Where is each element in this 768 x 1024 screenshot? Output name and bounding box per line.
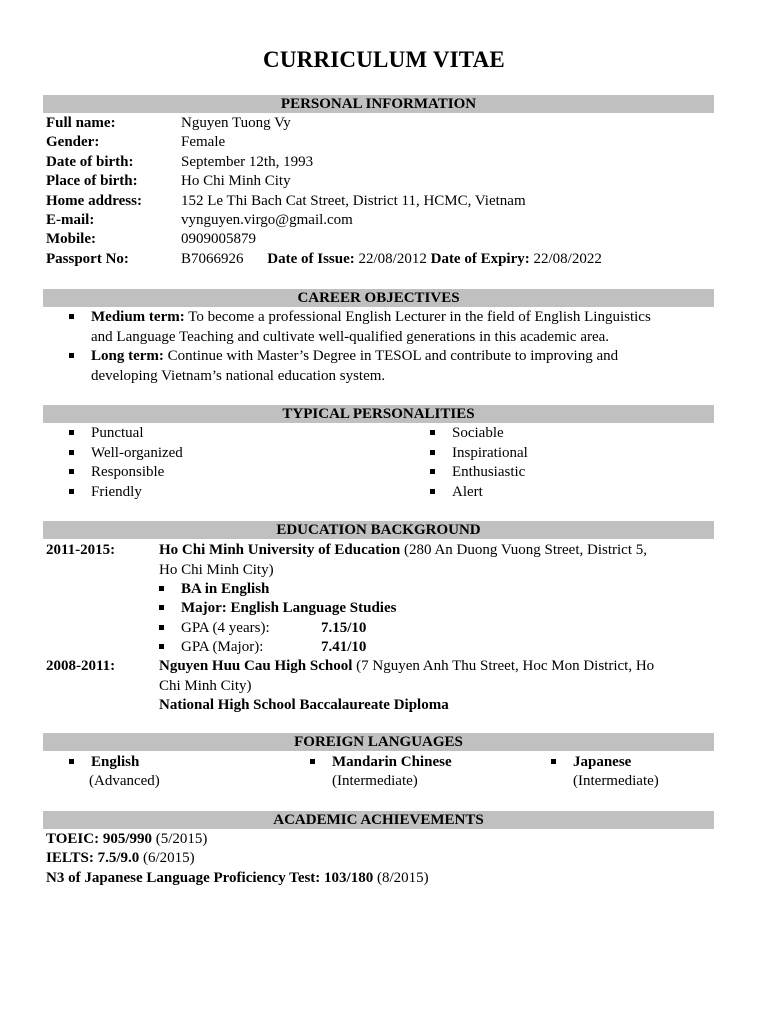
issue-label: Date of Issue: bbox=[267, 251, 355, 267]
edu-gpa2-value: 7.41/10 bbox=[321, 639, 367, 655]
jlpt-score: N3 of Japanese Language Proficiency Test: 103/180 bbox=[46, 870, 374, 886]
bullet-icon bbox=[69, 430, 74, 435]
edu-gpa2-label: GPA (Major): bbox=[181, 639, 264, 655]
bullet-icon bbox=[69, 469, 74, 474]
achievement-ielts bbox=[46, 849, 195, 868]
career-medium-label: Medium term: bbox=[91, 309, 185, 325]
value-pob: Ho Chi Minh City bbox=[181, 173, 291, 189]
language-name: English bbox=[91, 754, 140, 770]
bullet-icon bbox=[159, 586, 164, 591]
label-dob: Date of birth: bbox=[46, 154, 134, 170]
bullet-icon bbox=[69, 353, 74, 358]
personality-item: Punctual bbox=[91, 425, 144, 441]
value-address: 152 Le Thi Bach Cat Street, District 11, HCMC, Vietnam bbox=[181, 193, 526, 209]
issue-value: 22/08/2012 bbox=[358, 251, 427, 267]
personality-item: Alert bbox=[452, 484, 483, 500]
section-header-languages: FOREIGN LANGUAGES bbox=[43, 733, 714, 751]
bullet-icon bbox=[430, 430, 435, 435]
expiry-label: Date of Expiry: bbox=[430, 251, 530, 267]
bullet-icon bbox=[69, 314, 74, 319]
section-header-career: CAREER OBJECTIVES bbox=[43, 289, 714, 307]
achievement-toeic bbox=[46, 830, 207, 849]
bullet-icon bbox=[159, 644, 164, 649]
achievement-jlpt bbox=[46, 869, 429, 888]
bullet-icon bbox=[69, 759, 74, 764]
edu-uni-addr1: (280 An Duong Vuong Street, District 5, bbox=[400, 542, 648, 558]
edu-major: Major: English Language Studies bbox=[181, 600, 397, 616]
value-mobile: 0909005879 bbox=[181, 231, 256, 247]
section-header-achievements: ACADEMIC ACHIEVEMENTS bbox=[43, 811, 714, 829]
cv-title: CURRICULUM VITAE bbox=[263, 47, 505, 72]
label-full-name: Full name: bbox=[46, 115, 116, 131]
career-long-text1: Continue with Master’s Degree in TESOL and contribute to improving and bbox=[167, 348, 619, 364]
bullet-icon bbox=[159, 625, 164, 630]
personality-item: Friendly bbox=[91, 484, 142, 500]
edu-gpa1-label: GPA (4 years): bbox=[181, 620, 270, 636]
language-name: Mandarin Chinese bbox=[332, 754, 452, 770]
edu-uni-name: Ho Chi Minh University of Education bbox=[159, 542, 401, 558]
language-level: (Intermediate) bbox=[332, 773, 418, 789]
edu-high-school bbox=[159, 657, 719, 716]
section-header-personalities: TYPICAL PERSONALITIES bbox=[43, 405, 714, 423]
label-gender: Gender: bbox=[46, 134, 100, 150]
value-gender: Female bbox=[181, 134, 226, 150]
bullet-icon bbox=[69, 489, 74, 494]
section-header-personal: PERSONAL INFORMATION bbox=[43, 95, 714, 113]
ielts-score: IELTS: 7.5/9.0 bbox=[46, 850, 140, 866]
career-long-label: Long term: bbox=[91, 348, 164, 364]
toeic-date: (5/2015) bbox=[152, 831, 208, 847]
bullet-icon bbox=[159, 605, 164, 610]
career-long-term bbox=[91, 347, 721, 386]
label-email: E-mail: bbox=[46, 212, 95, 228]
bullet-icon bbox=[310, 759, 315, 764]
edu-uni-school bbox=[159, 541, 719, 580]
label-address: Home address: bbox=[46, 193, 142, 209]
value-dob: September 12th, 1993 bbox=[181, 154, 314, 170]
value-full-name: Nguyen Tuong Vy bbox=[181, 115, 291, 131]
edu-uni-addr2: Ho Chi Minh City) bbox=[159, 561, 274, 578]
edu-high-addr2: Chi Minh City) bbox=[159, 677, 252, 694]
bullet-icon bbox=[430, 489, 435, 494]
value-email: vynguyen.virgo@gmail.com bbox=[181, 212, 353, 228]
edu-degree: BA in English bbox=[181, 581, 270, 597]
personality-item: Enthusiastic bbox=[452, 464, 526, 480]
label-passport: Passport No: bbox=[46, 251, 129, 267]
personality-item: Responsible bbox=[91, 464, 165, 480]
expiry-value: 22/08/2022 bbox=[533, 251, 602, 267]
career-medium-text2: and Language Teaching and cultivate well-qualified generations in this academic area. bbox=[91, 328, 610, 345]
personality-item: Sociable bbox=[452, 425, 504, 441]
edu-high-name: Nguyen Huu Cau High School bbox=[159, 658, 353, 674]
bullet-icon bbox=[430, 469, 435, 474]
language-level: (Intermediate) bbox=[573, 773, 659, 789]
language-level: (Advanced) bbox=[89, 773, 160, 789]
personality-item: Well-organized bbox=[91, 445, 183, 461]
career-medium-text1: To become a professional English Lecturer in the field of English Linguistics bbox=[188, 309, 651, 325]
value-passport bbox=[181, 250, 602, 269]
edu-high-years: 2008-2011: bbox=[46, 658, 116, 674]
career-long-text2: developing Vietnam’s national education system. bbox=[91, 367, 386, 384]
passport-number: B7066926 bbox=[181, 251, 244, 267]
language-name: Japanese bbox=[573, 754, 632, 770]
edu-high-addr1: (7 Nguyen Anh Thu Street, Hoc Mon District, Ho bbox=[352, 658, 655, 674]
edu-uni-years: 2011-2015: bbox=[46, 542, 116, 558]
bullet-icon bbox=[430, 450, 435, 455]
jlpt-date: (8/2015) bbox=[373, 870, 429, 886]
label-pob: Place of birth: bbox=[46, 173, 138, 189]
personality-item: Inspirational bbox=[452, 445, 528, 461]
edu-high-diploma: National High School Baccalaureate Diploma bbox=[159, 697, 449, 713]
edu-gpa1-value: 7.15/10 bbox=[321, 620, 367, 636]
section-header-education: EDUCATION BACKGROUND bbox=[43, 521, 714, 539]
label-mobile: Mobile: bbox=[46, 231, 96, 247]
bullet-icon bbox=[551, 759, 556, 764]
career-medium-term bbox=[91, 308, 721, 347]
toeic-score: TOEIC: 905/990 bbox=[46, 831, 152, 847]
bullet-icon bbox=[69, 450, 74, 455]
ielts-date: (6/2015) bbox=[139, 850, 195, 866]
